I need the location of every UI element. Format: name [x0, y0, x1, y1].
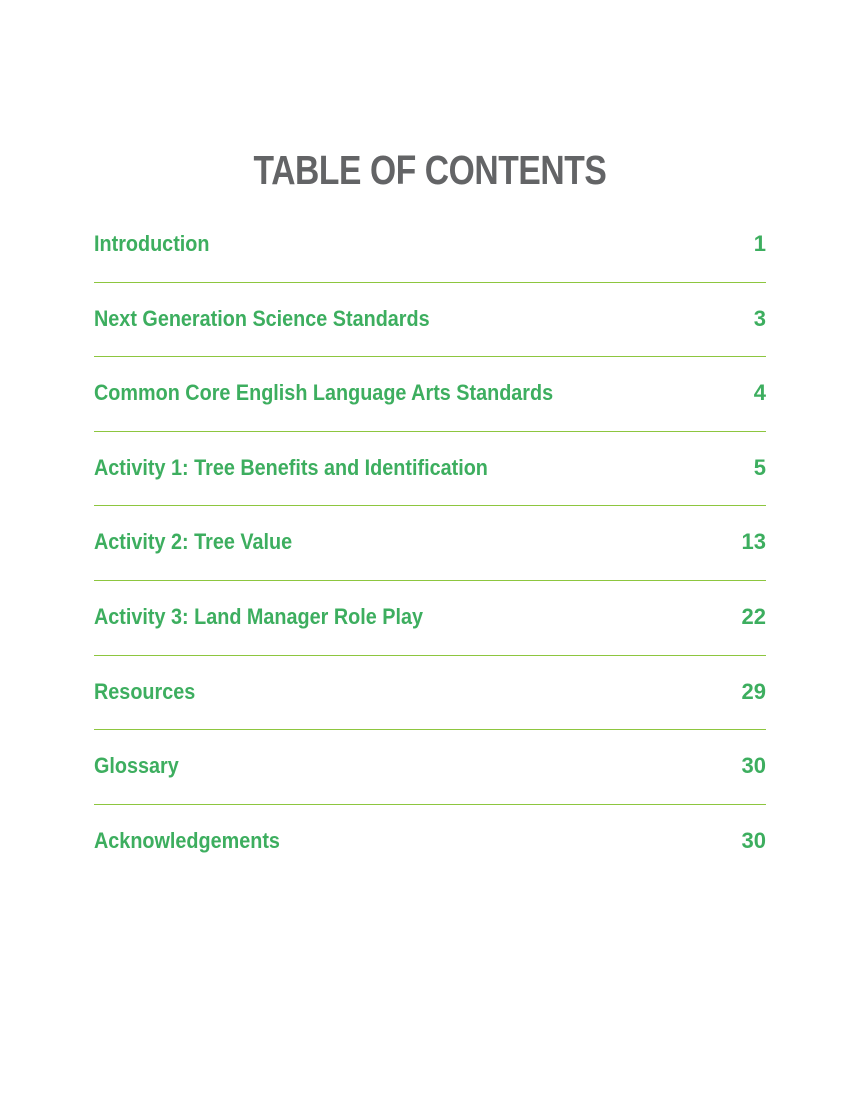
toc-entry[interactable]	[94, 208, 766, 283]
toc-entry-page-number: 30	[741, 753, 766, 779]
toc-entry-label: Activity 1: Tree Benefits and Identification	[94, 454, 488, 480]
toc-entry[interactable]	[94, 805, 766, 880]
toc-entry-label: Common Core English Language Arts Standards	[94, 380, 554, 406]
toc-entry-label: Activity 2: Tree Value	[94, 529, 293, 555]
toc-entry[interactable]	[94, 506, 766, 581]
toc-entry[interactable]	[94, 656, 766, 731]
toc-entry[interactable]	[94, 730, 766, 805]
toc-entry-label: Next Generation Science Standards	[94, 305, 430, 331]
toc-entry[interactable]	[94, 357, 766, 432]
toc-entry-page-number: 29	[741, 678, 766, 704]
toc-entry-label: Introduction	[94, 231, 210, 256]
toc-entry-page-number: 13	[741, 529, 766, 555]
toc-entry-page-number: 5	[753, 454, 766, 480]
page-title: TABLE OF CONTENTS	[253, 147, 607, 193]
toc-entry-page-number: 4	[753, 380, 766, 406]
toc-entry-label: Activity 3: Land Manager Role Play	[94, 603, 423, 629]
toc-entry[interactable]	[94, 581, 766, 656]
toc-entry-label: Resources	[94, 678, 196, 704]
toc-entry[interactable]	[94, 283, 766, 358]
toc-list	[94, 208, 766, 879]
toc-entry-page-number: 1	[753, 231, 766, 256]
toc-entry-label: Glossary	[94, 753, 179, 779]
toc-entry-label: Acknowledgements	[94, 827, 280, 853]
toc-entry-page-number: 3	[753, 305, 766, 331]
toc-entry-page-number: 30	[741, 827, 766, 853]
toc-entry[interactable]	[94, 432, 766, 507]
toc-entry-page-number: 22	[741, 603, 766, 629]
